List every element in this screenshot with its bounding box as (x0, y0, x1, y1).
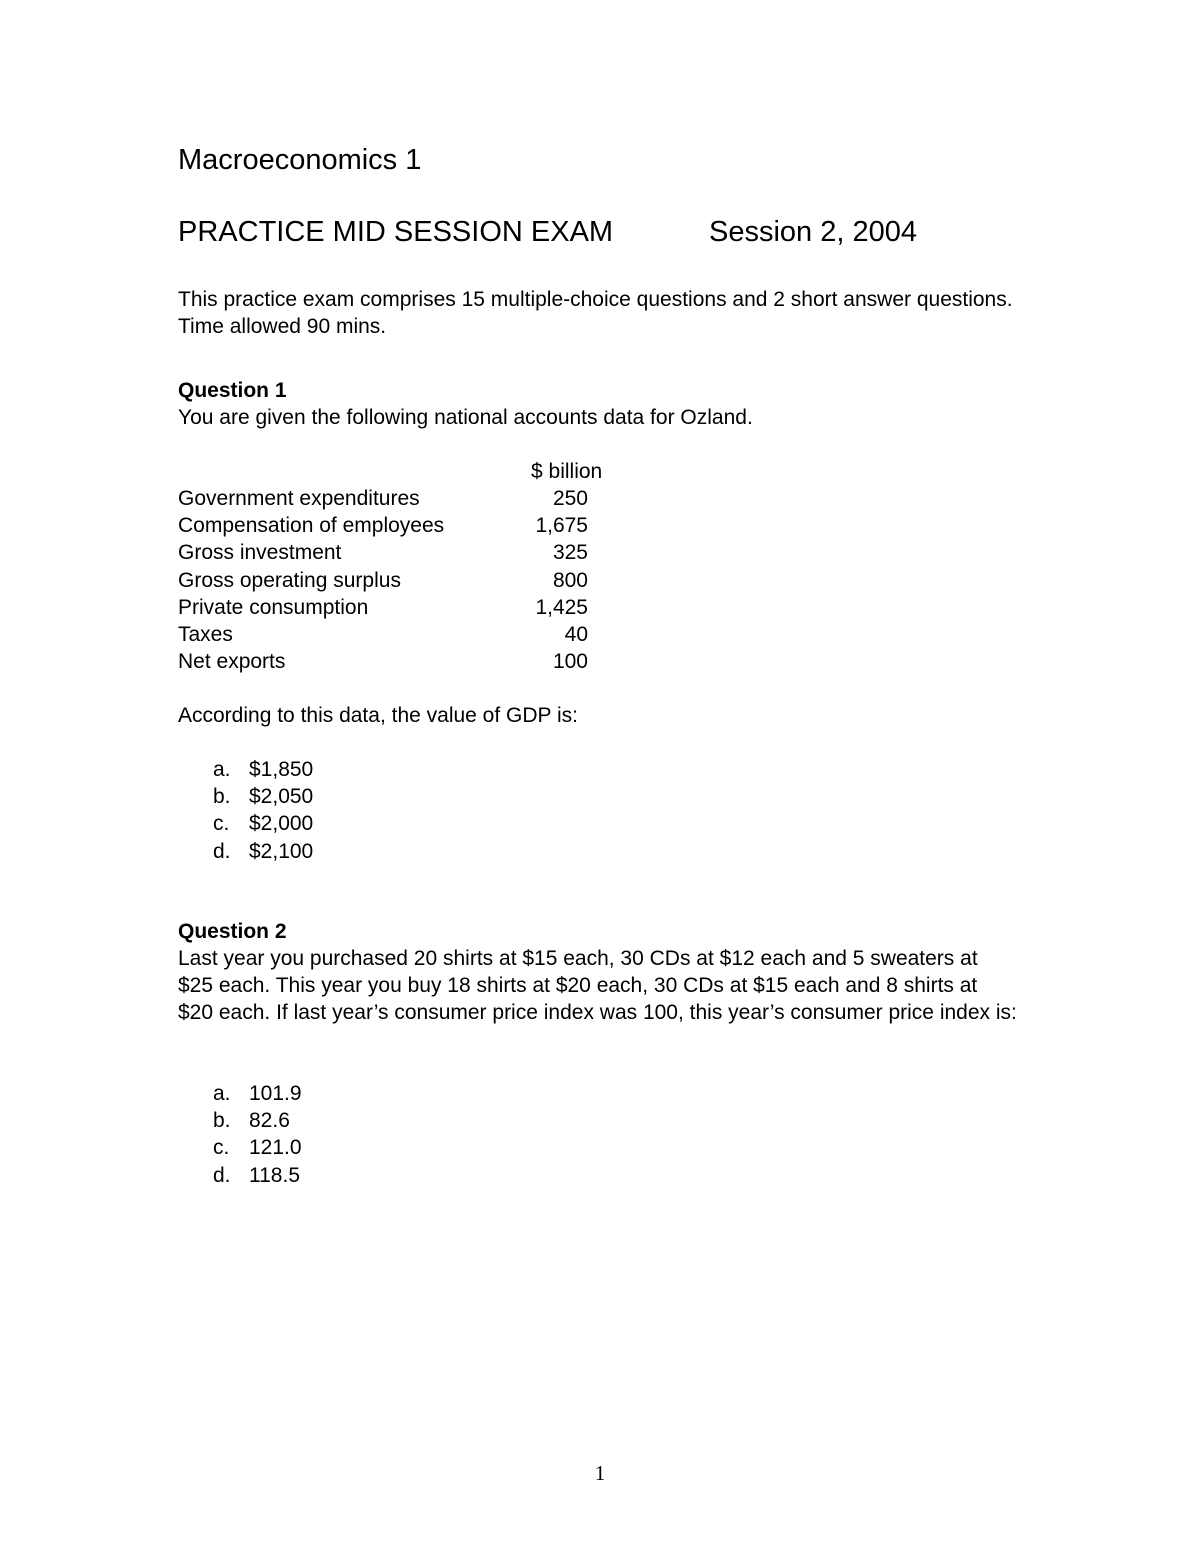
option-letter: c. (213, 812, 230, 836)
option-value: 121.0 (249, 1136, 302, 1160)
question-2-heading: Question 2 (178, 920, 287, 943)
table-row (178, 539, 598, 566)
row-label: Private consumption (178, 595, 369, 619)
option-letter: b. (213, 785, 231, 809)
table-row (178, 594, 598, 621)
course-title: Macroeconomics 1 (178, 144, 422, 176)
option-value: $2,050 (249, 785, 314, 809)
table-row (178, 485, 598, 512)
row-label: Net exports (178, 650, 286, 674)
option-value: 82.6 (249, 1109, 290, 1133)
row-value: 800 (552, 568, 588, 592)
option-value: 118.5 (249, 1163, 300, 1187)
option-value: $1,850 (249, 758, 314, 781)
row-label: Gross operating surplus (178, 568, 401, 592)
question-1-heading: Question 1 (178, 379, 287, 402)
option-letter: d. (213, 1163, 231, 1187)
table-row (178, 621, 598, 648)
question-2-text: Last year you purchased 20 shirts at $15 each, 30 CDs at $12 each and 5 sweaters at $25 each. This year you buy 18 shirts at $20 each, 30 CDs at $15 each and 8 shirts at $20 each. If last year’s consumer price index was 100, this year’s consumer price index is: (178, 947, 1017, 1024)
option-letter: d. (213, 839, 231, 863)
exam-session: Session 2, 2004 (709, 216, 917, 248)
table-row (178, 567, 598, 594)
table-row (178, 512, 598, 539)
exam-title: PRACTICE MID SESSION EXAM (178, 216, 614, 248)
row-label: Government expenditures (178, 487, 420, 510)
table-row (178, 648, 598, 675)
row-label: Gross investment (178, 541, 342, 565)
row-value: 1,425 (535, 595, 588, 619)
accounts-table (178, 485, 598, 675)
page-number: 1 (594, 1461, 606, 1485)
accounts-table-header: $ billion (531, 460, 603, 483)
option-letter: a. (213, 758, 231, 781)
option-letter: c. (213, 1136, 230, 1160)
row-label: Taxes (178, 622, 233, 646)
row-value: 250 (552, 487, 588, 510)
row-label: Compensation of employees (178, 514, 445, 538)
option-letter: b. (213, 1109, 231, 1133)
option-value: $2,000 (249, 812, 314, 836)
row-value: 325 (552, 541, 588, 565)
question-1-prompt: According to this data, the value of GDP is: (178, 704, 578, 727)
option-letter: a. (213, 1082, 231, 1105)
row-value: 100 (552, 650, 588, 674)
option-value: $2,100 (249, 839, 314, 863)
exam-intro: This practice exam comprises 15 multiple-choice questions and 2 short answer questions. Time allowed 90 mins. (178, 288, 1013, 338)
option-value: 101.9 (249, 1082, 302, 1105)
question-1-text: You are given the following national accounts data for Ozland. (178, 406, 753, 429)
row-value: 40 (564, 622, 588, 646)
row-value: 1,675 (535, 514, 588, 538)
